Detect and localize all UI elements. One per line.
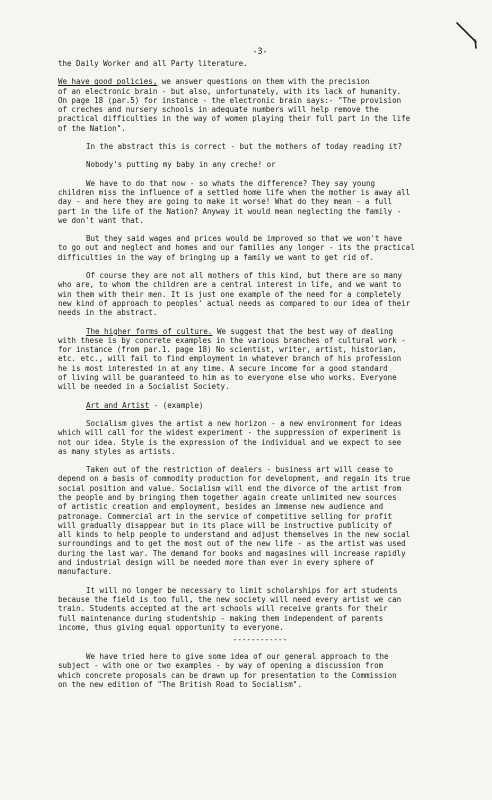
pen-mark-icon — [454, 20, 480, 50]
paragraph: We have to do that now - so whats the difference? They say young children miss the influence of a settled home life when the mother is away all day - and here they are going to make it worse! What do they mean - a full part in the life of the Nation? Anyway it would mean neglecting the family - we don't want that. — [58, 178, 411, 225]
paragraph: But they said wages and prices would be improved so that we won't have to go out and neglect and homes and our families any longer - its the practical difficulties in the way of bringing up a family we want to get rid of. — [58, 234, 415, 262]
paragraph: Nobody's putting my baby in any creche! or — [86, 160, 276, 170]
paragraph: Taken out of the restriction of dealers - business art will cease to depend on a basis of commodity production for development, and regain its true social position and value. Socialism will end the divorce of the artist from the people and by bringing them together again create unlimited new sources of artistic creation and employment, besides an immense new audience and patronage. Commercial art in the service of competitive selling for profit will gradually disappear but in its place will be instructive publicity of all kinds to help people to understand and adjust themselves in the new social surroundings and to get the most out of the new life - as the artist was used during the last war. The demand for books and magasines will increase rapidly and industrial design will be needed more than ever in every sphere of manufacture. — [58, 465, 411, 577]
paragraph-text: - (example) — [149, 400, 204, 410]
paragraph-text: we answer questions on them with the precision of an electronic brain - but also, unfortunately, with its lack of humanity. On page 18 (par.5) for instance - the electronic brain says:- "The provision of creches and nursery schools in adequate numbers will help remove the practical difficulties in the way of women playing their full part in the life of the Nation". — [58, 77, 411, 133]
page-number: -3- — [252, 46, 268, 56]
paragraph: It will no longer be necessary to limit scholarships for art students because the field is too full, the new society will need every artist we can train. Students accepted at the art schools will receive grants for their full maintenance during studentship - making them independent of parents income, thus giving equal opportunity to everyone. — [58, 585, 402, 632]
paragraph: We have tried here to give some idea of our general approach to the subject - with one or two examples - by way of opening a discussion from which concrete proposals can be drawn up for presentation to the Commission on the new edition of "The British Road to Socialism". — [58, 652, 397, 690]
paragraph: the Daily Worker and all Party literature. — [58, 59, 248, 68]
section-divider: ------------ — [232, 635, 288, 645]
document-body — [58, 59, 462, 689]
paragraph: Socialism gives the artist a new horizon - a new environment for ideas which will call for the widest experiment - the suppression of experiment is not our idea. Style is the expression of the individual and we expect to see as many styles as artists. — [58, 418, 403, 456]
paragraph — [58, 327, 462, 392]
paragraph-text: We suggest that the best way of dealing with these is by concrete examples in the various branches of cultural work - for instance (from par.1. page 18) No scientist, writer, artist, historian, etc. etc., will fail to find employment in whatever branch of his profession he is most interested in at any time. A secure income for a good standard of living will be guaranteed to him as to everyone else who works. Everyone will be needed in a Socialist Society. — [58, 326, 406, 392]
paragraph-heading: We have good policies, — [58, 77, 158, 87]
paragraph-heading: The higher forms of culture. — [86, 326, 213, 336]
paragraph — [58, 77, 462, 133]
paragraph: Of course they are not all mothers of this kind, but there are so many who are, to whom the children are a central interest in life, and we want to win them with their men. It is just one example of the need for a completely new kind of approach to peoples' actual needs as compared to our idea of their needs in the abstract. — [58, 271, 411, 318]
paragraph: In the abstract this is correct - but the mothers of today reading it? — [86, 142, 403, 152]
paragraph — [58, 401, 462, 410]
paragraph-heading: Art and Artist — [86, 400, 150, 410]
